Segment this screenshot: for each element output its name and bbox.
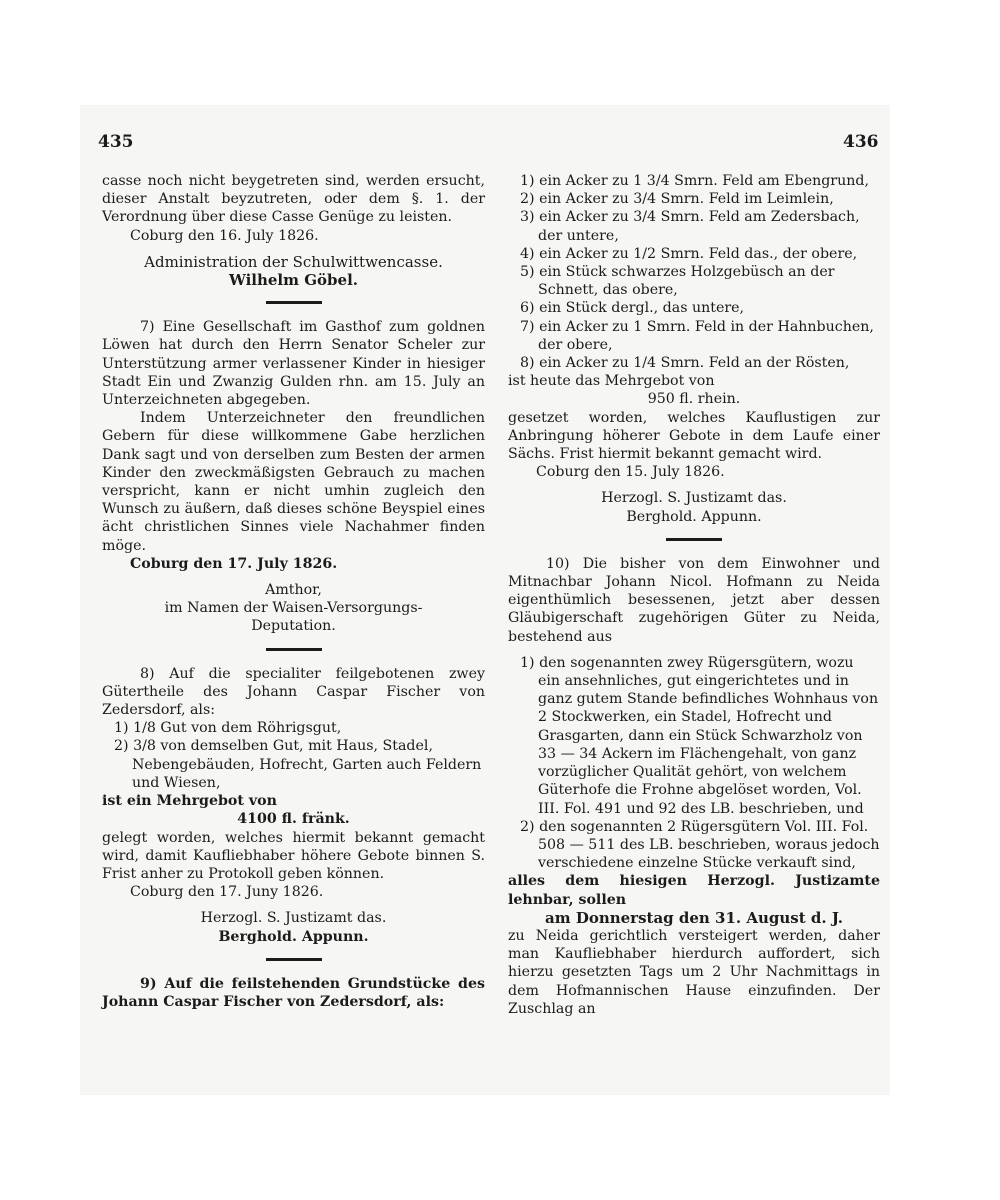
bid-intro: ist heute das Mehrgebot von <box>508 373 715 390</box>
notice-9-end: gesetzet worden, welches Kauflustigen zur Anbringung höherer Gebote in dem Laufe einer Sächs. Frist hiermit bekannt gemacht wird. <box>508 409 880 463</box>
date-line: Coburg den 17. July 1826. <box>130 555 338 572</box>
list-item: 2) 3/8 von demselben Gut, mit Haus, Stadel, Nebengebäuden, Hofrecht, Garten auch Feldern und Wiesen, <box>114 738 482 791</box>
date-line: Coburg den 17. Juny 1826. <box>130 884 324 901</box>
notice-8-end: gelegt worden, welches hiermit bekannt gemacht wird, damit Kaufliebhaber höhere Gebote binnen S. Frist anher zu Protokoll geben können. <box>102 829 485 882</box>
page-number-right: 436 <box>843 132 879 152</box>
right-column <box>508 172 880 1018</box>
signature: Wilhelm Göbel. <box>229 271 358 290</box>
list-item: 4) ein Acker zu 1/2 Smrn. Feld das., der obere, <box>520 245 858 262</box>
intro-paragraph: casse noch nicht beygetreten sind, werden ersucht, dieser Anstalt beyzutreten, oder dem §. 1. der Verordnung über diese Casse Genüge zu leisten. <box>102 173 485 226</box>
notice-7-body: Indem Unterzeichneter den freundlichen Gebern für diese willkommene Gabe herzlichen Dank sagt und von derselben zum Besten der armen Kinder den zweckmäßigsten Gebrauch zu machen verspricht, kann er nicht umhin zugleich den Wunsch zu äußern, daß dieses schöne Beyspiel eines ächt christlichen Sinnes viele Nachahmer finden möge. <box>102 410 485 554</box>
list-item: 6) ein Stück dergl., das untere, <box>520 300 745 317</box>
list-item: 7) ein Acker zu 1 Smrn. Feld in der Hahnbuchen, der obere, <box>520 318 874 353</box>
section-divider <box>266 301 322 304</box>
section-divider <box>666 538 722 541</box>
office-line: Administration der Schulwittwencasse. <box>144 252 443 271</box>
notice-10-end: zu Neida gerichtlich versteigert werden, daher man Kaufliebhaber hierdurch auffordert, sich hierzu gesetzten Tags um 2 Uhr Nachmittags in dem Hofmannischen Hause einzufinden. Der Zuschlag an <box>508 927 880 1017</box>
date-line: Coburg den 16. July 1826. <box>130 227 319 244</box>
bid-amount: 950 fl. rhein. <box>647 391 741 408</box>
list-item: 3) ein Acker zu 3/4 Smrn. Feld am Zedersbach, der untere, <box>520 209 860 244</box>
signature: Berghold. Appunn. <box>218 928 369 945</box>
list-item: 2) den sogenannten 2 Rügersgütern Vol. III. Fol. 508 — 511 des LB. beschrieben, woraus jedoch verschiedene einzelne Stücke verkauft sind, <box>520 818 880 872</box>
notice-10-mid: alles dem hiesigen Herzogl. Justizamte lehnbar, sollen <box>508 873 880 908</box>
office-line: im Namen der Waisen-Versorgungs- <box>164 600 423 617</box>
bid-intro: ist ein Mehrgebot von <box>102 793 277 810</box>
list-item: 1) ein Acker zu 1 3/4 Smrn. Feld am Ebengrund, <box>520 173 869 189</box>
office-line: Herzogl. S. Justizamt das. <box>601 490 787 507</box>
date-line: Coburg den 15. July 1826. <box>536 464 725 481</box>
bid-amount: 4100 fl. fränk. <box>237 811 350 828</box>
page-number-left: 435 <box>98 132 134 152</box>
notice-7: 7) Eine Gesellschaft im Gasthof zum goldnen Löwen hat durch den Herrn Senator Scheler zur Unterstützung armer verlassener Kinder in hiesiger Stadt Ein und Zwanzig Gulden rhn. am 15. July an Unterzeichneten abgegeben. <box>102 319 485 409</box>
section-divider <box>266 648 322 651</box>
list-item: 5) ein Stück schwarzes Holzgebüsch an der Schnett, das obere, <box>520 264 835 299</box>
office-line: Herzogl. S. Justizamt das. <box>200 910 387 927</box>
auction-date: am Donnerstag den 31. August d. J. <box>545 908 843 927</box>
office-line: Deputation. <box>251 618 336 635</box>
signature: Berghold. Appunn. <box>626 508 762 525</box>
section-divider <box>266 958 322 961</box>
list-item: 8) ein Acker zu 1/4 Smrn. Feld an der Rösten, <box>520 355 850 372</box>
list-item: 2) ein Acker zu 3/4 Smrn. Feld im Leimlein, <box>520 191 834 208</box>
notice-10: 10) Die bisher von dem Einwohner und Mitnachbar Johann Nicol. Hofmann zu Neida eigenthümlich besessenen, jetzt aber dessen Gläubigerschaft zugehörigen Güter zu Neida, bestehend aus <box>508 555 880 645</box>
notice-9: 9) Auf die feilstehenden Grundstücke des Johann Caspar Fischer von Zedersdorf, als: <box>102 975 485 1010</box>
notice-8: 8) Auf die specialiter feilgebotenen zwey Gütertheile des Johann Caspar Fischer von Zedersdorf, als: <box>102 665 485 719</box>
list-item: 1) den sogenannten zwey Rügersgütern, wozu ein ansehnliches, gut eingerichtetes und in ganz gutem Stande befindliches Wohnhaus von 2 Stockwerken, ein Stadel, Hofrecht und Grasgarten, dann ein Stück Schwarzholz von 33 — 34 Ackern im Flächengehalt, von ganz vorzüglicher Qualität gehört, von welchem Güterhofe die Frohne abgelöset worden, Vol. III. Fol. 491 und 92 des LB. beschrieben, und <box>520 654 879 817</box>
left-column <box>102 172 485 1011</box>
signature: Amthor, <box>265 582 322 599</box>
list-item: 1) 1/8 Gut von dem Röhrigsgut, <box>114 720 342 737</box>
